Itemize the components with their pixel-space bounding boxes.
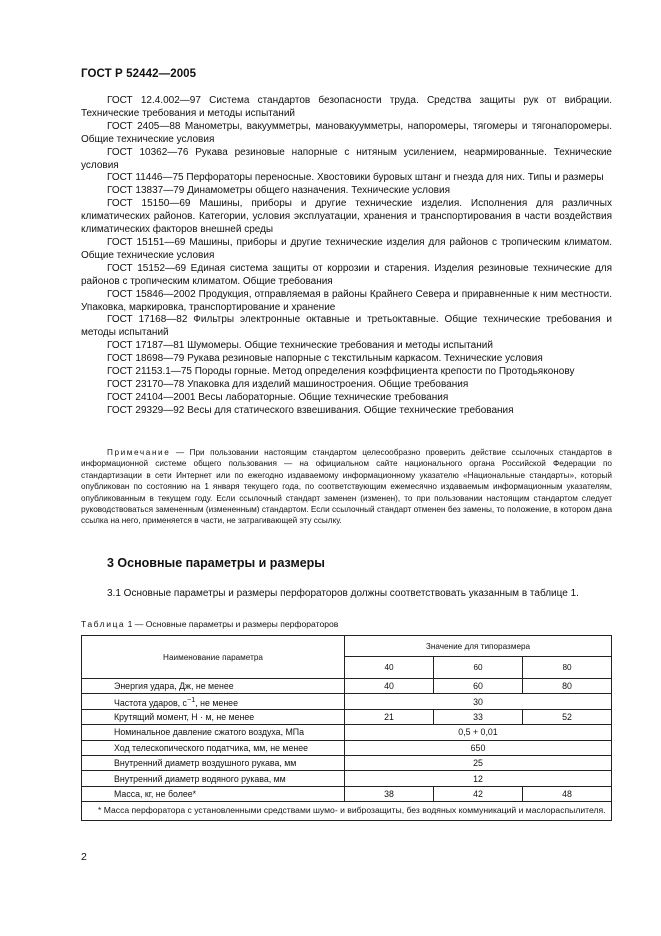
reference-item: ГОСТ 11446—75 Перфораторы переносные. Хвостовики буровых штанг и гнезда для них. Типы и размеры (107, 172, 604, 184)
cell-60: 60 (434, 679, 523, 694)
table-row (82, 694, 612, 709)
cell-merged: 650 (345, 740, 612, 755)
reference-item: ГОСТ 24104—2001 Весы лабораторные. Общие технические требования (107, 391, 449, 403)
table-caption-text: 1 — Основные параметры и размеры перфораторов (127, 619, 339, 629)
table-row (82, 755, 612, 770)
row-name: Крутящий момент, Н · м, не менее (82, 709, 345, 724)
cell-80: 80 (523, 679, 612, 694)
header-size-40: 40 (345, 657, 434, 679)
reference-item: ГОСТ 17168—82 Фильтры электронные октавные и третьоктавные. Общие технические требования и методы испытаний (81, 314, 612, 339)
row-name: Частота ударов, $с^{-1}$, не менее (82, 694, 345, 709)
row-name: Ход телескопического податчика, мм, не менее (82, 740, 345, 755)
cell-merged: 25 (345, 755, 612, 770)
row-name: Энергия удара, Дж, не менее (82, 679, 345, 694)
table-row (82, 740, 612, 755)
header-parameter-name: Наименование параметра (82, 636, 345, 679)
cell-60: 42 (434, 786, 523, 801)
section-heading: 3 Основные параметры и размеры (107, 556, 325, 570)
row-name: Номинальное давление сжатого воздуха, МПа (82, 725, 345, 740)
table-row (82, 771, 612, 786)
note-text: — При пользовании настоящим стандартом целесообразно проверить действие ссылочных стандартов в информационной системе общего пользования — на официальном сайте национального органа Российской Федерации по стандартизации в сети Интернет или по ежегодно издаваемому информационному указателю «Национальные стандарты», который опубликован по состоянию на 1 января текущего года, по соответствующим ежемесячно издаваемым информационным указателям, опубликованным в текущем году. Если ссылочный стандарт заменен (изменен), то при пользовании настоящим стандартом следует руководствоваться замененным (измененным) стандартом. Если ссылочный стандарт отменен без замены, то положение, в котором дана ссылка на него, применяется в части, не затрагивающей эту ссылку. (81, 448, 612, 526)
parameters-table (81, 635, 612, 821)
header-value-group: Значение для типоразмера (345, 636, 612, 657)
reference-item: ГОСТ 23170—78 Упаковка для изделий машиностроения. Общие требования (107, 378, 469, 390)
table-row (82, 725, 612, 740)
cell-merged: 30 (345, 694, 612, 709)
document-header: ГОСТ Р 52442—2005 (81, 68, 197, 80)
table-footnote-row (82, 802, 612, 821)
reference-item: ГОСТ 2405—88 Манометры, вакуумметры, мановакуумметры, напоромеры, тягомеры и тягонапоромеры. Общие технические условия (81, 120, 612, 145)
reference-item: ГОСТ 17187—81 Шумомеры. Общие технические требования и методы испытаний (107, 340, 493, 352)
reference-item: ГОСТ 13837—79 Динамометры общего назначения. Технические условия (107, 185, 450, 197)
table-caption-label: Таблица (81, 619, 126, 629)
header-size-80: 80 (523, 657, 612, 679)
reference-list (81, 95, 612, 418)
reference-item: ГОСТ 29329—92 Весы для статического взвешивания. Общие технические требования (107, 404, 514, 416)
row-name: Внутренний диаметр воздушного рукава, мм (82, 755, 345, 770)
cell-40: 38 (345, 786, 434, 801)
reference-item: ГОСТ 21153.1—75 Породы горные. Метод определения коэффициента крепости по Протодьяконову (107, 366, 575, 378)
reference-item: ГОСТ 10362—76 Рукава резиновые напорные с нитяным усилением, неармированные. Технические условия (81, 146, 612, 171)
cell-40: 21 (345, 709, 434, 724)
note-label: Примечание (107, 448, 171, 457)
section-paragraph: 3.1 Основные параметры и размеры перфораторов должны соответствовать указанным в таблице 1. (107, 588, 579, 599)
cell-merged: 12 (345, 771, 612, 786)
cell-merged: 0,5 + 0,01 (345, 725, 612, 740)
table-row (82, 679, 612, 694)
row-name: Масса, кг, не более* (82, 786, 345, 801)
table-row (82, 786, 612, 801)
reference-item: ГОСТ 15846—2002 Продукция, отправляемая в районы Крайнего Севера и приравненные к ним местности. Упаковка, маркировка, транспортирование и хранение (81, 288, 612, 313)
table-footnote: * Масса перфоратора с установленными средствами шумо- и виброзащиты, без водяных коммуникаций и маслораспылителя. (82, 802, 612, 821)
reference-item: ГОСТ 15150—69 Машины, приборы и другие технические изделия. Исполнения для различных климатических районов. Категории, условия эксплуатации, хранения и транспортирования в части воздействия климатических факторов внешней среды (81, 198, 612, 236)
header-size-60: 60 (434, 657, 523, 679)
page-number: 2 (81, 851, 87, 863)
table-row (82, 709, 612, 724)
table-caption (81, 619, 338, 629)
reference-item: ГОСТ 12.4.002—97 Система стандартов безопасности труда. Средства защиты рук от вибрации. Технические требования и методы испытаний (81, 95, 612, 119)
cell-40: 40 (345, 679, 434, 694)
reference-note (81, 447, 612, 527)
reference-item: ГОСТ 15152—69 Единая система защиты от коррозии и старения. Изделия резиновые технические для районов с тропическим климатом. Общие требования (81, 262, 612, 287)
reference-item: ГОСТ 15151—69 Машины, приборы и другие технические изделия для районов с тропическим климатом. Общие технические условия (81, 236, 612, 261)
cell-60: 33 (434, 709, 523, 724)
cell-80: 48 (523, 786, 612, 801)
row-name: Внутренний диаметр водяного рукава, мм (82, 771, 345, 786)
reference-item: ГОСТ 18698—79 Рукава резиновые напорные с текстильным каркасом. Технические условия (107, 353, 543, 365)
cell-80: 52 (523, 709, 612, 724)
